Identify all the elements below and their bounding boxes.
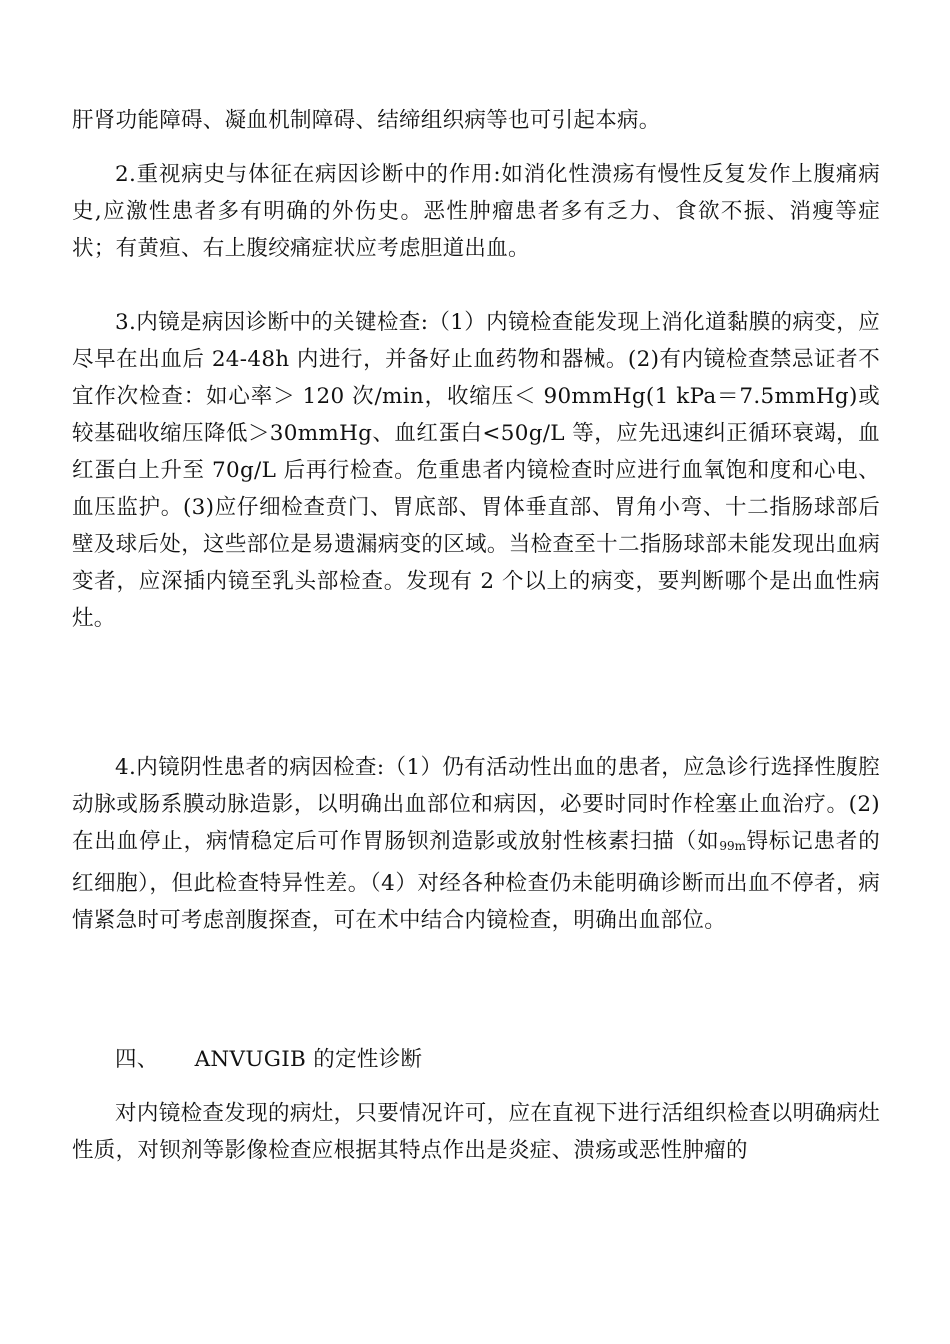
paragraph-endoscopy-key-exam: 3.内镜是病因诊断中的关键检查:（1）内镜检查能发现上消化道黏膜的病变，应尽早在出血后 24-48h 内进行，并备好止血药物和器械。(2)有内镜检查禁忌证者不宜作次检查：如心率＞ 120 次/min，收缩压＜ 90mmHg(1 kPa＝7.5mmHg)或较基础收缩压降低＞30mmHg、血红蛋白<50g/L 等，应先迅速纠正循环衰竭，血红蛋白上升至 70g/L 后再行检查。危重患者内镜检查时应进行血氧饱和度和心电、血压监护。(3)应仔细检查贲门、胃底部、胃体垂直部、胃角小弯、十二指肠球部后壁及球后处，这些部位是易遗漏病变的区域。当检查至十二指肠球部未能发现出血病变者，应深插内镜至乳头部检查。发现有 2 个以上的病变，要判断哪个是出血性病灶。	[72, 310, 880, 631]
paragraph-qualitative-diagnosis: 对内镜检查发现的病灶，只要情况许可，应在直视下进行活组织检查以明确病灶性质，对钡剂等影像检查应根据其特点作出是炎症、溃疡或恶性肿瘤的	[72, 1101, 880, 1163]
paragraph-endoscopy-negative-part2: 锝标记患者的红细胞），但此检查特异性差。（4）对经各种检查仍未能明确诊断而出血不停者，病情紧急时可考虑剖腹探查，可在术中结合内镜检查，明确出血部位。	[72, 829, 880, 933]
paragraph-continuation: 肝肾功能障碍、凝血机制障碍、结缔组织病等也可引起本病。	[72, 108, 661, 133]
section-heading	[72, 1041, 880, 1078]
section-number: 四、	[115, 1047, 159, 1072]
paragraph-endoscopy-negative	[72, 749, 880, 939]
section-title: ANVUGIB 的定性诊断	[194, 1047, 423, 1072]
isotope-mass-number: 99m	[719, 839, 747, 853]
paragraph-endoscopy-negative-part1: 4.内镜阴性患者的病因检查:（1）仍有活动性出血的患者，应急诊行选择性腹腔动脉或肠系膜动脉造影，以明确出血部位和病因，必要时同时作栓塞止血治疗。(2)在出血停止，病情稳定后可作胃肠钡剂造影或放射性核素扫描（如	[72, 755, 880, 854]
paragraph-history-and-signs: 2.重视病史与体征在病因诊断中的作用:如消化性溃疡有慢性反复发作上腹痛病史,应激性患者多有明确的外伤史。恶性肿瘤患者多有乏力、食欲不振、消瘦等症状；有黄疸、右上腹绞痛症状应考虑胆道出血。	[72, 162, 880, 261]
